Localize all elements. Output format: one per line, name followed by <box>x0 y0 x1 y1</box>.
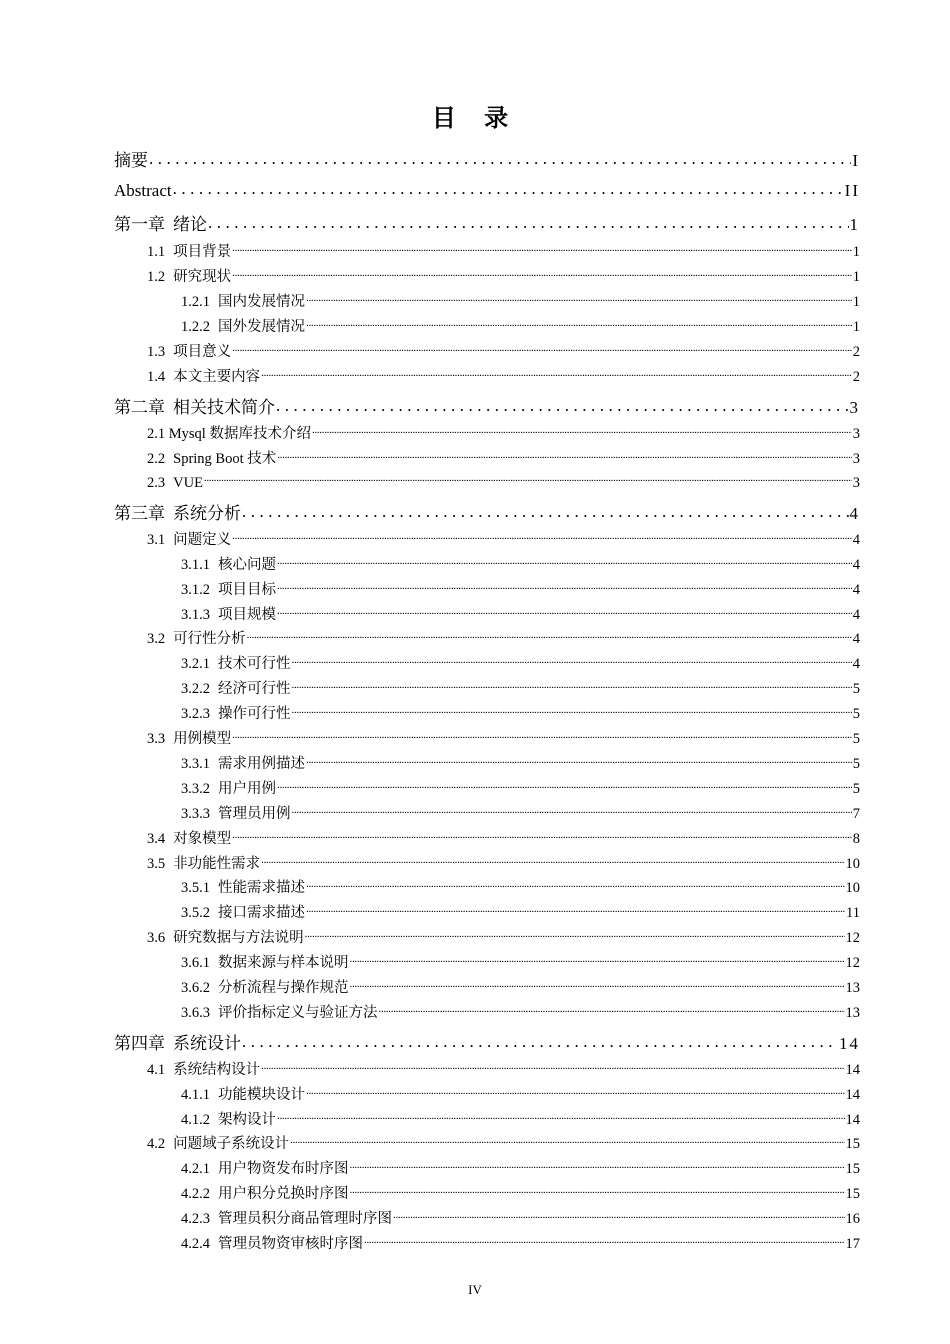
toc-entry[interactable] <box>181 901 860 922</box>
toc-dot-leader <box>350 1159 845 1174</box>
toc-entry-number: 3.6.2 <box>181 980 210 996</box>
toc-entry-page: 4 <box>852 557 860 573</box>
toc-dot-leader <box>149 149 851 166</box>
toc-entry[interactable] <box>181 1083 860 1104</box>
toc-entry-page: 5 <box>852 706 860 722</box>
toc-dot-leader <box>277 779 852 794</box>
toc-entry[interactable] <box>147 1132 860 1153</box>
toc-entry[interactable] <box>181 1207 860 1228</box>
toc-entry[interactable] <box>147 827 860 848</box>
toc-entry[interactable] <box>181 677 860 698</box>
toc-entry-page: 1 <box>852 269 860 285</box>
toc-entry-page: 1 <box>852 244 860 260</box>
toc-dot-leader <box>292 679 852 694</box>
toc-entry[interactable] <box>181 1232 860 1253</box>
toc-entry-title: 系统分析 <box>173 504 241 523</box>
toc-entry-number: 3.1.2 <box>181 582 210 598</box>
toc-entry-page: 14 <box>839 1034 860 1053</box>
toc-dot-leader <box>261 854 844 869</box>
toc-entry-page: 4 <box>852 656 860 672</box>
toc-entry-page: 3 <box>852 451 860 467</box>
toc-entry-number: 2.2 <box>147 451 166 467</box>
toc-dot-leader <box>242 1032 838 1049</box>
toc-entry-title: 用户用例 <box>218 781 276 797</box>
toc-dot-leader <box>242 502 849 519</box>
toc-entry-title: Spring Boot 技术 <box>173 451 277 467</box>
toc-dot-leader <box>393 1209 845 1224</box>
toc-entry[interactable] <box>147 852 860 873</box>
toc-entry-number: 3.2.3 <box>181 706 210 722</box>
toc-entry-page: 2 <box>852 369 860 385</box>
toc-entry[interactable] <box>147 1058 860 1079</box>
toc-entry-number: 3.3.1 <box>181 756 210 772</box>
toc-entry-number: 4.1 <box>147 1062 166 1078</box>
toc-dot-leader <box>232 242 852 257</box>
toc-entry-number: 3.1.3 <box>181 607 210 623</box>
toc-entry-number: 第四章 <box>114 1034 165 1053</box>
toc-dot-leader <box>277 555 852 570</box>
toc-entry-number: 第二章 <box>114 398 165 417</box>
toc-dot-leader <box>247 629 852 644</box>
toc-dot-leader <box>350 978 845 993</box>
toc-dot-leader <box>232 729 852 744</box>
toc-entry-number: 4.1.2 <box>181 1112 210 1128</box>
toc-entry[interactable] <box>181 652 860 673</box>
toc-entry-page: I <box>852 151 860 170</box>
toc-entry-title: 分析流程与操作规范 <box>218 980 349 996</box>
toc-dot-leader <box>173 179 844 196</box>
toc-entry-title: 项目意义 <box>173 344 232 360</box>
toc-entry-title: 管理员用例 <box>218 806 291 822</box>
toc-dot-leader <box>232 530 852 545</box>
toc-entry-title: 本文主要内容 <box>173 369 261 385</box>
toc-dot-leader <box>277 580 852 595</box>
toc-entry[interactable] <box>147 926 860 947</box>
toc-entry-title: 绪论 <box>173 215 207 234</box>
page-title: 目 录 <box>431 104 519 132</box>
toc-dot-leader <box>306 754 852 769</box>
toc-entry-title: 功能模块设计 <box>218 1087 305 1103</box>
toc-dot-leader <box>292 704 852 719</box>
toc-entry-page: 8 <box>852 831 860 847</box>
toc-entry[interactable] <box>114 499 860 524</box>
toc-entry-title: 管理员积分商品管理时序图 <box>218 1211 392 1227</box>
toc-dot-leader <box>292 804 852 819</box>
toc-entry-title: 研究数据与方法说明 <box>173 930 304 946</box>
toc-entry-title: 问题定义 <box>173 532 232 548</box>
toc-entry[interactable] <box>147 422 860 443</box>
toc-entry-title: 对象模型 <box>173 831 232 847</box>
toc-entry-page: 7 <box>852 806 860 822</box>
toc-entry-title: 国内发展情况 <box>218 294 305 310</box>
toc-entry-number: 2.3 <box>147 474 166 491</box>
toc-dot-leader <box>305 928 845 943</box>
toc-entry-number: 3.3.3 <box>181 806 210 822</box>
toc-entry-page: 3 <box>852 474 860 491</box>
toc-entry-page: 4 <box>852 532 860 548</box>
toc-entry-page: 14 <box>845 1062 860 1078</box>
toc-dot-leader <box>261 367 852 382</box>
toc-entry-page: 12 <box>845 930 860 946</box>
toc-dot-leader <box>350 1184 845 1199</box>
toc-dot-leader <box>306 903 845 918</box>
toc-entry-number: 3.2 <box>147 631 166 647</box>
toc-entry[interactable] <box>181 553 860 574</box>
toc-entry-page: 3 <box>852 426 860 442</box>
toc-entry-title: 2.1 Mysql 数据库技术介绍 <box>147 426 311 442</box>
toc-dot-leader <box>306 292 852 307</box>
toc-entry-number: 1.3 <box>147 344 166 360</box>
toc-entry-number: 3.3 <box>147 731 166 747</box>
toc-entry-page: 5 <box>852 756 860 772</box>
toc-entry-page: 10 <box>845 856 860 872</box>
toc-entry[interactable] <box>147 240 860 261</box>
toc-entry-number: 3.3.2 <box>181 781 210 797</box>
toc-entry[interactable] <box>181 603 860 624</box>
toc-entry-page: 5 <box>852 781 860 797</box>
toc-entry-title: 用户物资发布时序图 <box>218 1161 349 1177</box>
toc-dot-leader <box>277 605 852 620</box>
toc-entry-page: 4 <box>852 582 860 598</box>
toc-entry[interactable] <box>114 179 860 201</box>
toc-dot-leader <box>292 654 852 669</box>
toc-entry-title: 项目背景 <box>173 244 232 260</box>
toc-dot-leader <box>306 1085 845 1100</box>
toc-entry-title: 系统设计 <box>173 1034 241 1053</box>
toc-entry-number: 3.2.2 <box>181 681 210 697</box>
toc-entry-title: 管理员物资审核时序图 <box>218 1236 363 1252</box>
toc-entry-number: 1.1 <box>147 244 166 260</box>
toc-entry-title: 架构设计 <box>218 1112 276 1128</box>
toc-entry-title: 可行性分析 <box>173 631 246 647</box>
toc-entry-page: 12 <box>845 955 860 971</box>
toc-dot-leader <box>379 1003 845 1018</box>
toc-entry-page: 5 <box>852 681 860 697</box>
toc-entry-title: 性能需求描述 <box>218 880 305 896</box>
toc-entry-page: 16 <box>845 1211 860 1227</box>
toc-entry-number: 1.2 <box>147 269 166 285</box>
toc-entry-number: 3.4 <box>147 831 166 847</box>
toc-entry[interactable] <box>181 752 860 773</box>
toc-entry-page: 1 <box>852 319 860 335</box>
toc-entry-page: 4 <box>852 631 860 647</box>
toc-dot-leader <box>261 1060 844 1075</box>
toc-entry-title: 用例模型 <box>173 731 232 747</box>
toc-entry-page: 15 <box>845 1161 860 1177</box>
toc-entry-title: 国外发展情况 <box>218 319 305 335</box>
toc-entry-number: 4.2.3 <box>181 1211 210 1227</box>
toc-entry[interactable] <box>147 365 860 386</box>
toc-entry-title: Abstract <box>114 181 172 200</box>
toc-entry-number: 3.1.1 <box>181 557 210 573</box>
toc-entry-title: 核心问题 <box>218 557 276 573</box>
toc-dot-leader <box>208 213 849 230</box>
toc-entry-title: 用户积分兑换时序图 <box>218 1186 349 1202</box>
toc-entry[interactable] <box>181 802 860 823</box>
toc-entry-page: 2 <box>852 344 860 360</box>
toc-entry-title: 技术可行性 <box>218 656 291 672</box>
toc-dot-leader <box>232 829 852 844</box>
toc-entry-number: 第三章 <box>114 504 165 523</box>
toc-dot-leader <box>364 1234 845 1249</box>
toc-entry-number: 3.2.1 <box>181 656 210 672</box>
toc-entry-title: 操作可行性 <box>218 706 291 722</box>
toc-dot-leader <box>306 317 852 332</box>
toc-entry[interactable] <box>147 627 860 648</box>
toc-entry-page: II <box>844 181 860 200</box>
toc-dot-leader <box>312 424 852 439</box>
page-number-footer: IV <box>468 1282 482 1297</box>
toc-entry-title: 系统结构设计 <box>173 1062 261 1078</box>
toc-entry[interactable] <box>147 447 860 468</box>
toc-entry-page: 14 <box>845 1112 860 1128</box>
toc-entry-number: 4.2.4 <box>181 1236 210 1252</box>
toc-entry-number: 3.5.1 <box>181 880 210 896</box>
toc-dot-leader <box>277 1110 845 1125</box>
toc-dot-leader <box>276 396 849 413</box>
toc-entry-page: 14 <box>845 1087 860 1103</box>
toc-entry-number: 1.4 <box>147 369 166 385</box>
toc-entry[interactable] <box>114 210 860 235</box>
toc-entry[interactable] <box>181 1001 860 1022</box>
toc-entry[interactable] <box>181 578 860 599</box>
toc-entry-page: 3 <box>849 398 860 417</box>
toc-entry[interactable] <box>181 315 860 336</box>
toc-entry-title: 需求用例描述 <box>218 756 305 772</box>
toc-entry-number: 3.6.1 <box>181 955 210 971</box>
toc-entry-title: 相关技术简介 <box>173 398 275 417</box>
toc-entry-page: 10 <box>845 880 860 896</box>
toc-entry[interactable] <box>114 1029 860 1054</box>
toc-entry-title: 摘要 <box>114 151 148 170</box>
toc-entry-number: 1.2.1 <box>181 294 210 310</box>
toc-entry-number: 3.1 <box>147 532 166 548</box>
toc-entry-number: 4.2.1 <box>181 1161 210 1177</box>
toc-dot-leader <box>290 1134 844 1149</box>
toc-entry-number: 3.6.3 <box>181 1005 210 1021</box>
toc-entry-title: 项目规模 <box>218 607 276 623</box>
toc-dot-leader <box>232 342 852 357</box>
toc-entry[interactable] <box>147 528 860 549</box>
toc-entry-page: 15 <box>845 1186 860 1202</box>
toc-entry[interactable] <box>181 702 860 723</box>
toc-entry-title: 数据来源与样本说明 <box>218 955 349 971</box>
toc-entry-title: 非功能性需求 <box>173 856 261 872</box>
toc-entry-number: 3.5 <box>147 856 166 872</box>
toc-entry-page: 17 <box>845 1236 860 1252</box>
toc-entry[interactable] <box>181 290 860 311</box>
toc-entry-number: 4.2.2 <box>181 1186 210 1202</box>
toc-entry-title: 问题域子系统设计 <box>173 1136 290 1152</box>
toc-entry[interactable] <box>147 340 860 361</box>
toc-entry-page: 15 <box>845 1136 860 1152</box>
toc-entry-number: 第一章 <box>114 215 165 234</box>
toc-entry[interactable] <box>181 1182 860 1203</box>
toc-entry[interactable] <box>114 146 860 171</box>
toc-entry[interactable] <box>181 976 860 997</box>
toc-entry[interactable] <box>181 876 860 897</box>
toc-entry[interactable] <box>147 265 860 286</box>
toc-dot-leader <box>277 449 852 464</box>
toc-entry-number: 3.5.2 <box>181 905 210 921</box>
toc-entry-page: 13 <box>845 1005 860 1021</box>
toc-entry[interactable] <box>181 777 860 798</box>
toc-entry[interactable] <box>181 1108 860 1129</box>
toc-entry-title: VUE <box>173 474 203 491</box>
toc-entry-title: 评价指标定义与验证方法 <box>218 1005 378 1021</box>
toc-entry-number: 1.2.2 <box>181 319 210 335</box>
toc-dot-leader <box>204 472 852 487</box>
toc-entry-title: 接口需求描述 <box>218 905 305 921</box>
toc-dot-leader <box>306 878 845 893</box>
toc-entry-page: 1 <box>852 294 860 310</box>
toc-dot-leader <box>232 267 852 282</box>
toc-entry-title: 经济可行性 <box>218 681 291 697</box>
toc-entry-page: 13 <box>845 980 860 996</box>
toc-entry[interactable] <box>147 727 860 748</box>
toc-entry-page: 1 <box>849 215 860 234</box>
toc-entry-number: 4.1.1 <box>181 1087 210 1103</box>
toc-entry-page: 11 <box>846 905 860 921</box>
toc-entry-title: 研究现状 <box>173 269 232 285</box>
toc-entry-page: 4 <box>852 607 860 623</box>
toc-entry-page: 4 <box>849 504 860 523</box>
toc-entry[interactable] <box>181 951 860 972</box>
toc-entry-number: 3.6 <box>147 930 166 946</box>
toc-entry-number: 4.2 <box>147 1136 166 1152</box>
toc-entry[interactable] <box>114 393 860 418</box>
toc-entry-page: 5 <box>852 731 860 747</box>
toc-entry-title: 项目目标 <box>218 582 276 598</box>
toc-entry[interactable] <box>181 1157 860 1178</box>
toc-entry[interactable] <box>147 472 860 492</box>
toc-dot-leader <box>350 953 845 968</box>
